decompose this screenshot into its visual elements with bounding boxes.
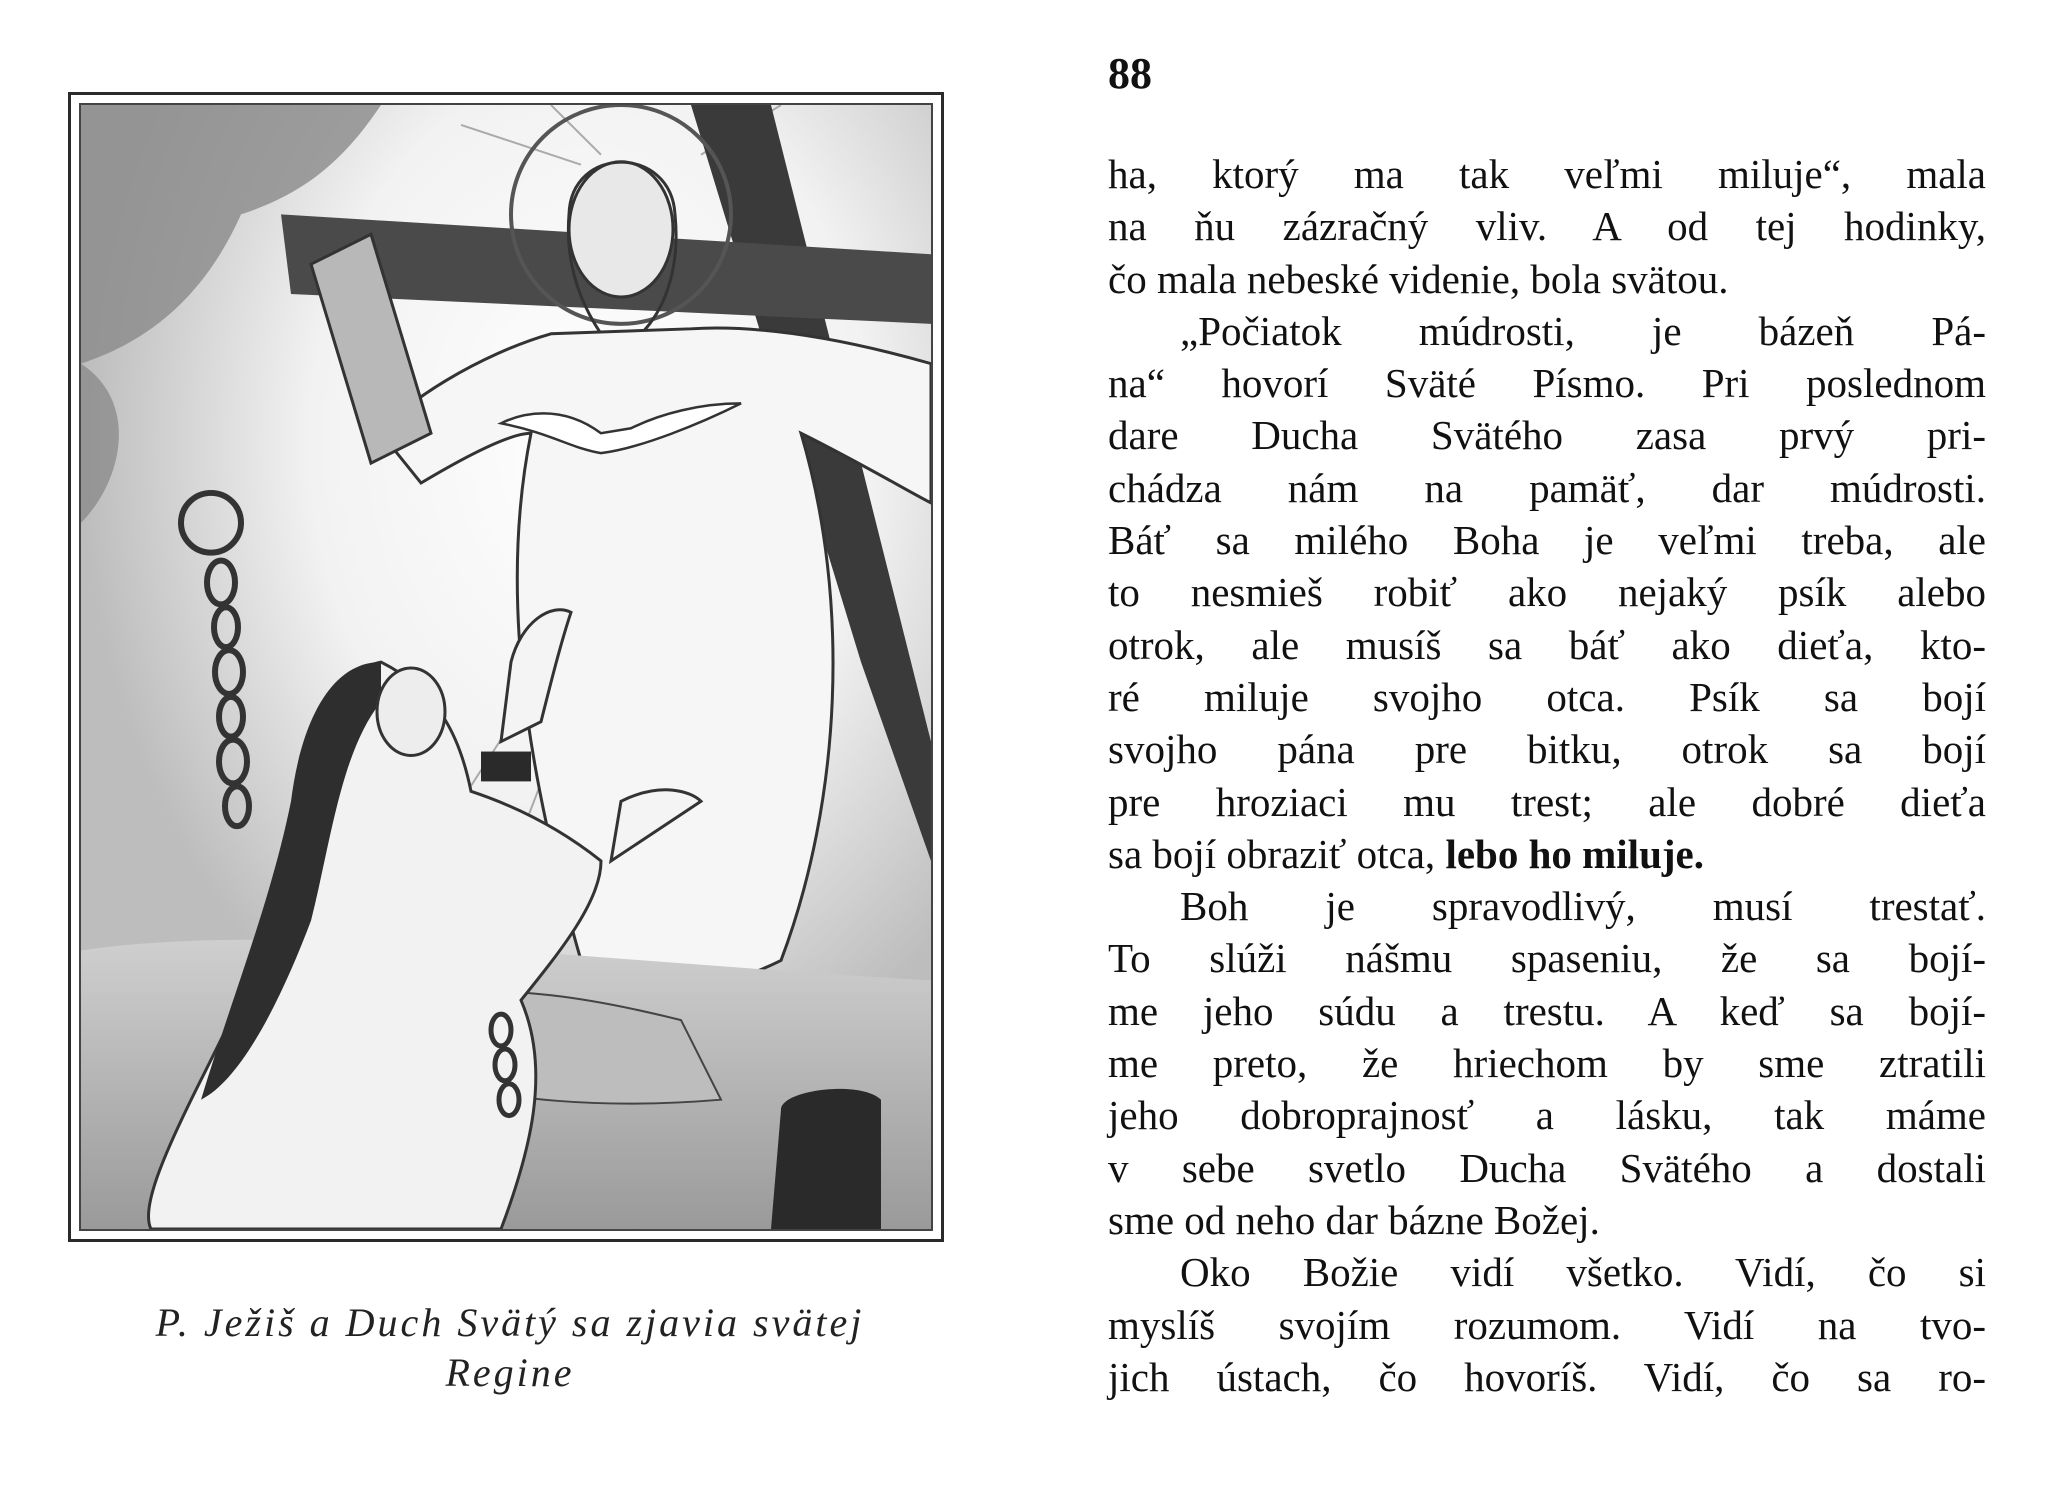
body-text — [1108, 148, 1986, 1403]
text-line — [1108, 828, 1986, 880]
illustration-drawing — [81, 105, 931, 1229]
text-line: jeho dobroprajnosť a lásku, tak máme — [1108, 1092, 1986, 1139]
text-line-start: sa bojí obraziť otca, — [1108, 830, 1436, 877]
illustration-frame — [68, 92, 944, 1242]
text-line: otrok, ale musíš sa báť ako dieťa, kto- — [1108, 621, 1986, 668]
text-line: svojho pána pre bitku, otrok sa bojí — [1108, 726, 1986, 773]
caption-line-1: P. Ježiš a Duch Svätý sa zjavia svätej — [155, 1300, 865, 1345]
illustration — [79, 103, 933, 1231]
text-line: me jeho súdu a trestu. A keď sa bojí- — [1108, 987, 1986, 1034]
emphasis-text: lebo ho miluje. — [1445, 830, 1704, 877]
caption-line-2: Regine — [445, 1350, 575, 1395]
text-line: Boh je spravodlivý, musí trestať. — [1180, 883, 1986, 930]
text-line: me preto, že hriechom by sme ztratili — [1108, 1040, 1986, 1087]
text-line: myslíš svojím rozumom. Vidí na tvo- — [1108, 1301, 1986, 1348]
text-line: na“ hovorí Sväté Písmo. Pri poslednom — [1108, 360, 1986, 407]
text-line: sme od neho dar bázne Božej. — [1108, 1196, 1600, 1243]
text-line: jich ústach, čo hovoríš. Vidí, čo sa ro- — [1108, 1353, 1986, 1400]
text-line: „Počiatok múdrosti, je bázeň Pá- — [1180, 307, 1986, 354]
text-line: ré miluje svojho otca. Psík sa bojí — [1108, 673, 1986, 720]
text-line: na ňu zázračný vliv. A od tej hodinky, — [1108, 203, 1986, 250]
page-number: 88 — [1108, 49, 1152, 98]
text-line: čo mala nebeské videnie, bola svätou. — [1108, 255, 1729, 302]
illustration-caption — [40, 1298, 980, 1398]
text-line: To slúži nášmu spaseniu, že sa bojí- — [1108, 935, 1986, 982]
text-line: v sebe svetlo Ducha Svätého a dostali — [1108, 1144, 1986, 1191]
text-line: chádza nám na pamäť, dar múdrosti. — [1108, 464, 1986, 511]
text-line: dare Ducha Svätého zasa prvý pri- — [1108, 412, 1986, 459]
text-line: ha, ktorý ma tak veľmi miluje“, mala — [1108, 151, 1986, 197]
text-line: Oko Božie vidí všetko. Vidí, čo si — [1180, 1249, 1986, 1296]
text-line: to nesmieš robiť ako nejaký psík alebo — [1108, 569, 1986, 616]
text-line: Báť sa milého Boha je veľmi treba, ale — [1108, 517, 1986, 564]
text-line: pre hroziaci mu trest; ale dobré dieťa — [1108, 778, 1986, 825]
